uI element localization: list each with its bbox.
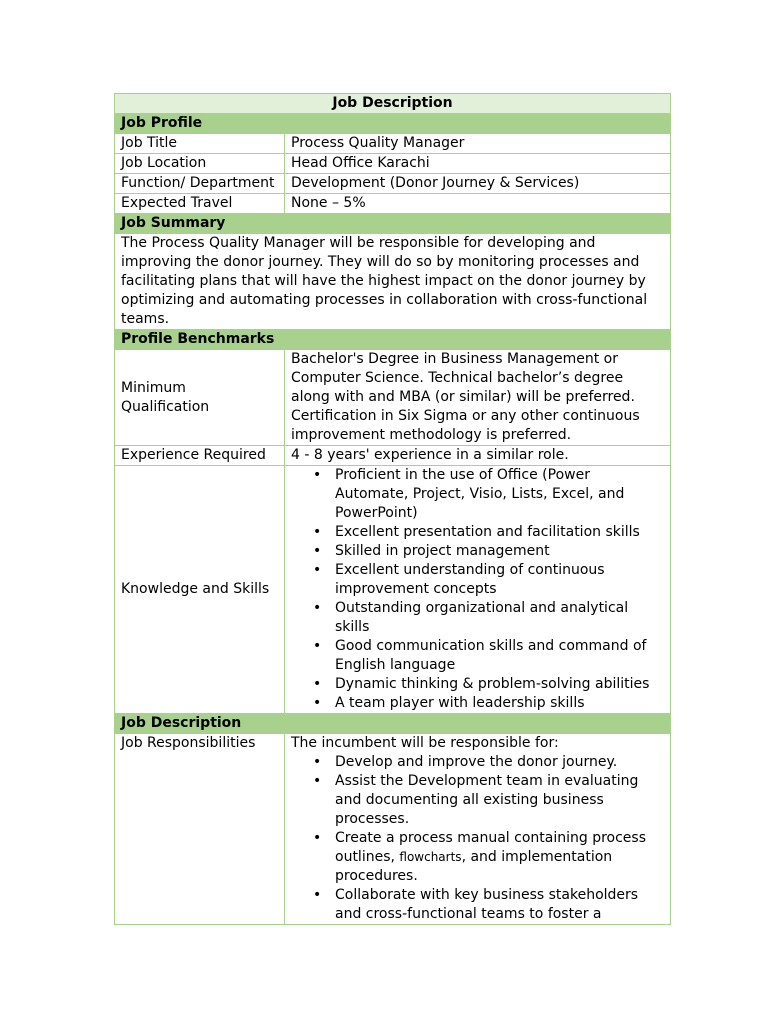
job-description-document: [114, 93, 671, 925]
list-item: [335, 829, 664, 886]
list-item: • Excellent presentation and facilitation skills: [335, 523, 664, 542]
list-item: • Develop and improve the donor journey.: [335, 753, 664, 772]
list-item: • Dynamic thinking & problem-solving abilities: [335, 675, 664, 694]
row-label: Knowledge and Skills: [115, 466, 285, 714]
row-label: Experience Required: [115, 446, 285, 466]
text-segment: , and implementation procedures.: [335, 849, 613, 884]
row-value: [285, 466, 671, 714]
section-heading: Job Summary: [115, 214, 671, 234]
section-job-summary: [115, 214, 671, 234]
document-title: Job Description: [115, 94, 671, 114]
list-item: • Excellent understanding of continuous improvement concepts: [335, 561, 664, 599]
row-value: Head Office Karachi: [285, 154, 671, 174]
responsibilities-list: [291, 753, 664, 924]
row-value: None – 5%: [285, 194, 671, 214]
section-profile-benchmarks: [115, 330, 671, 350]
row-label: Job Title: [115, 134, 285, 154]
section-heading: Job Description: [115, 714, 671, 734]
row-label: Job Responsibilities: [115, 734, 285, 925]
row-label: Minimum Qualification: [115, 350, 285, 446]
section-job-profile: [115, 114, 671, 134]
summary-text: The Process Quality Manager will be responsible for developing and improving the donor journey. They will do so by monitoring processes and facilitating plans that will have the highest impact on the donor journey by optimizing and automating processes in collaboration with cross-functional teams.: [115, 234, 671, 330]
section-heading: Job Profile: [115, 114, 671, 134]
title-row: [115, 94, 671, 114]
profile-row-job-title: [115, 134, 671, 154]
row-value: 4 - 8 years' experience in a similar role.: [285, 446, 671, 466]
list-item: • Good communication skills and command of English language: [335, 637, 664, 675]
text-segment: flowcharts: [399, 850, 462, 864]
profile-row-job-location: [115, 154, 671, 174]
row-label: Expected Travel: [115, 194, 285, 214]
job-description-table: [114, 93, 671, 925]
row-value: [285, 734, 671, 925]
row-value: Bachelor's Degree in Business Management or Computer Science. Technical bachelor’s degree along with and MBA (or similar) will be preferred. Certification in Six Sigma or any other continuous improvement methodology is preferred.: [285, 350, 671, 446]
row-value: Development (Donor Journey & Services): [285, 174, 671, 194]
row-value: Process Quality Manager: [285, 134, 671, 154]
row-label: Function/ Department: [115, 174, 285, 194]
section-job-description: [115, 714, 671, 734]
benchmark-row-qualification: [115, 350, 671, 446]
text-segment: Create a process manual containing process outlines,: [335, 830, 646, 865]
benchmark-row-experience: [115, 446, 671, 466]
skills-list: [291, 466, 664, 713]
list-item: • Outstanding organizational and analytical skills: [335, 599, 664, 637]
responsibilities-intro: The incumbent will be responsible for:: [291, 735, 559, 751]
summary-row: [115, 234, 671, 330]
row-label: Job Location: [115, 154, 285, 174]
section-heading: Profile Benchmarks: [115, 330, 671, 350]
list-item: • Proficient in the use of Office (Power Automate, Project, Visio, Lists, Excel, and PowerPoint): [335, 466, 664, 523]
benchmark-row-skills: [115, 466, 671, 714]
list-item: • Collaborate with key business stakeholders and cross-functional teams to foster a: [335, 886, 664, 924]
list-item: • Assist the Development team in evaluating and documenting all existing business processes.: [335, 772, 664, 829]
profile-row-department: [115, 174, 671, 194]
responsibilities-row: [115, 734, 671, 925]
list-item: • A team player with leadership skills: [335, 694, 664, 713]
profile-row-travel: [115, 194, 671, 214]
list-item: • Skilled in project management: [335, 542, 664, 561]
